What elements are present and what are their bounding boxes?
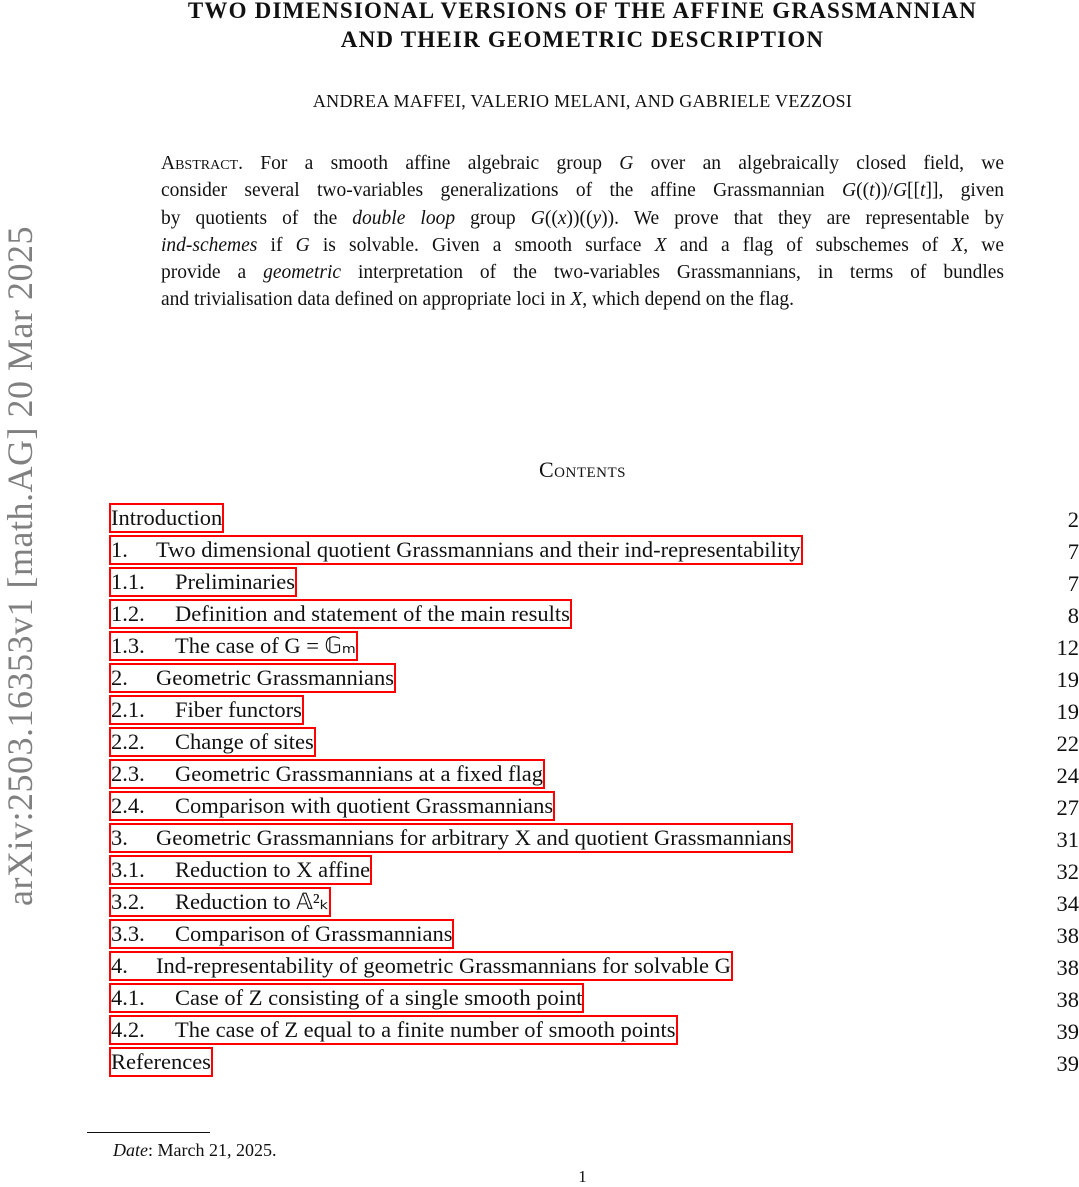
abstract-emphasis: X — [570, 289, 582, 310]
toc-link[interactable] — [109, 887, 331, 917]
toc-number: 1.3. — [111, 633, 175, 659]
toc-number: 2. — [111, 665, 156, 691]
toc-link[interactable] — [109, 695, 304, 725]
toc-link[interactable] — [109, 727, 316, 757]
abstract-emphasis: t — [869, 180, 874, 201]
toc-link[interactable] — [109, 919, 454, 949]
toc-entry — [109, 791, 1079, 823]
abstract-text: if — [257, 235, 295, 256]
abstract-text: ]], given — [925, 180, 1004, 201]
toc-link[interactable] — [109, 1015, 678, 1045]
toc-entry — [109, 951, 1079, 983]
toc-entry — [109, 1015, 1079, 1047]
footnote-date — [113, 1140, 276, 1161]
toc-link[interactable] — [109, 567, 297, 597]
abstract-text: )). We prove that they are representable by — [601, 208, 1004, 229]
toc-entry — [109, 983, 1079, 1015]
toc-entry — [109, 503, 1079, 535]
abstract-line — [161, 232, 1004, 259]
abstract-emphasis: t — [920, 180, 925, 201]
abstract-emphasis: geometric — [263, 262, 341, 283]
abstract-text: interpretation of the two-variables Grassmannians, in terms of bundles — [341, 262, 1004, 283]
toc-entry — [109, 919, 1079, 951]
toc-entry — [109, 727, 1079, 759]
toc-link[interactable] — [109, 663, 396, 693]
abstract-emphasis: G — [296, 235, 310, 256]
toc-title: Comparison of Grassmannians — [175, 921, 452, 946]
date-label: Date — [113, 1140, 148, 1160]
toc-number: 2.4. — [111, 793, 175, 819]
toc-title: The case of Z equal to a finite number of smooth points — [175, 1017, 676, 1042]
abstract-text: and trivialisation data defined on appropriate loci in — [161, 289, 570, 310]
toc-number: 3.1. — [111, 857, 175, 883]
toc-page-number: 12 — [1057, 633, 1079, 663]
toc-title: Introduction — [111, 505, 222, 530]
toc-page-number: 8 — [1068, 601, 1079, 631]
date-value: : March 21, 2025. — [148, 1140, 276, 1160]
toc-entry — [109, 855, 1079, 887]
toc-title: Preliminaries — [175, 569, 295, 594]
toc-title: Geometric Grassmannians at a fixed flag — [175, 761, 543, 786]
abstract-line — [161, 286, 1004, 313]
toc-number: 3.3. — [111, 921, 175, 947]
toc-number: 3. — [111, 825, 156, 851]
toc-page-number: 38 — [1057, 953, 1079, 983]
abstract-emphasis: G — [531, 208, 545, 229]
toc-title: Reduction to 𝔸²ₖ — [175, 889, 329, 914]
toc-title: Case of Z consisting of a single smooth point — [175, 985, 582, 1010]
toc-number: 4. — [111, 953, 156, 979]
abstract-line — [161, 177, 1004, 204]
abstract-label: Abstract. — [161, 153, 243, 174]
abstract-text: is solvable. Given a smooth surface — [310, 235, 655, 256]
abstract-text: group — [455, 208, 531, 229]
toc-link[interactable] — [109, 503, 224, 533]
abstract — [161, 150, 1004, 314]
toc-page-number: 19 — [1057, 665, 1079, 695]
abstract-text: [[ — [907, 180, 920, 201]
authors: ANDREA MAFFEI, VALERIO MELANI, AND GABRIELE VEZZOSI — [0, 91, 1079, 112]
toc-title: The case of G = 𝔾ₘ — [175, 633, 356, 658]
toc-title: Geometric Grassmannians for arbitrary X and quotient Grassmannians — [156, 825, 791, 850]
paper-title — [0, 0, 1079, 54]
toc-number: 4.2. — [111, 1017, 175, 1043]
toc-entry — [109, 1047, 1079, 1079]
abstract-text: For a smooth affine algebraic group — [243, 153, 619, 174]
toc-page-number: 32 — [1057, 857, 1079, 887]
toc-link[interactable] — [109, 983, 584, 1013]
title-line-2: AND THEIR GEOMETRIC DESCRIPTION — [0, 25, 1079, 54]
toc-page-number: 27 — [1057, 793, 1079, 823]
toc-link[interactable] — [109, 855, 372, 885]
toc-entry — [109, 823, 1079, 855]
footnote-rule — [87, 1132, 210, 1133]
toc-number: 2.3. — [111, 761, 175, 787]
abstract-text: by quotients of the — [161, 208, 352, 229]
abstract-text: ))(( — [566, 208, 592, 229]
toc-number: 2.2. — [111, 729, 175, 755]
toc-title: Two dimensional quotient Grassmannians and their ind-representability — [156, 537, 801, 562]
toc-number: 1.1. — [111, 569, 175, 595]
abstract-emphasis: x — [558, 208, 567, 229]
toc-link[interactable] — [109, 823, 793, 853]
abstract-line — [161, 205, 1004, 232]
abstract-emphasis: X — [655, 235, 667, 256]
toc-page-number: 24 — [1057, 761, 1079, 791]
abstract-text: (( — [545, 208, 558, 229]
arxiv-stamp: arXiv:2503.16353v1 [math.AG] 20 Mar 2025 — [0, 166, 41, 966]
table-of-contents — [109, 503, 1079, 1079]
abstract-emphasis: X — [951, 235, 963, 256]
toc-title: Change of sites — [175, 729, 314, 754]
toc-number: 1.2. — [111, 601, 175, 627]
toc-link[interactable] — [109, 535, 803, 565]
abstract-emphasis: ind-schemes — [161, 235, 257, 256]
abstract-emphasis: G — [893, 180, 907, 201]
toc-entry — [109, 631, 1079, 663]
toc-link[interactable] — [109, 631, 358, 661]
toc-page-number: 31 — [1057, 825, 1079, 855]
page-number: 1 — [0, 1167, 1079, 1187]
abstract-text: and a flag of subschemes of — [667, 235, 952, 256]
abstract-emphasis: y — [592, 208, 601, 229]
toc-title: Geometric Grassmannians — [156, 665, 394, 690]
abstract-emphasis: G — [842, 180, 856, 201]
contents-heading: Contents — [0, 457, 1079, 483]
abstract-text: ))/ — [875, 180, 893, 201]
toc-entry — [109, 599, 1079, 631]
toc-entry — [109, 887, 1079, 919]
abstract-text: , which depend on the flag. — [582, 289, 794, 310]
toc-page-number: 19 — [1057, 697, 1079, 727]
toc-number: 1. — [111, 537, 156, 563]
toc-title: References — [111, 1049, 211, 1074]
abstract-emphasis: double loop — [352, 208, 455, 229]
abstract-text: consider several two-variables generalizations of the affine Grassmannian — [161, 180, 842, 201]
abstract-text: (( — [856, 180, 869, 201]
toc-page-number: 7 — [1068, 537, 1079, 567]
abstract-text: provide a — [161, 262, 263, 283]
toc-link[interactable] — [109, 599, 572, 629]
toc-entry — [109, 695, 1079, 727]
toc-title: Comparison with quotient Grassmannians — [175, 793, 553, 818]
abstract-text: , we — [963, 235, 1004, 256]
toc-link[interactable] — [109, 791, 555, 821]
toc-number: 4.1. — [111, 985, 175, 1011]
title-line-1: TWO DIMENSIONAL VERSIONS OF THE AFFINE GRASSMANNIAN — [0, 0, 1079, 25]
toc-title: Reduction to X affine — [175, 857, 370, 882]
abstract-emphasis: G — [619, 153, 633, 174]
toc-title: Definition and statement of the main results — [175, 601, 570, 626]
toc-entry — [109, 535, 1079, 567]
toc-entry — [109, 567, 1079, 599]
toc-link[interactable] — [109, 759, 545, 789]
toc-page-number: 34 — [1057, 889, 1079, 919]
toc-page-number: 7 — [1068, 569, 1079, 599]
toc-page-number: 39 — [1057, 1049, 1079, 1079]
toc-entry — [109, 759, 1079, 791]
toc-page-number: 38 — [1057, 985, 1079, 1015]
toc-page-number: 22 — [1057, 729, 1079, 759]
toc-number: 3.2. — [111, 889, 175, 915]
toc-page-number: 39 — [1057, 1017, 1079, 1047]
toc-number: 2.1. — [111, 697, 175, 723]
toc-page-number: 38 — [1057, 921, 1079, 951]
abstract-text: over an algebraically closed field, we — [633, 153, 1004, 174]
toc-link[interactable] — [109, 951, 733, 981]
abstract-line — [161, 259, 1004, 286]
toc-title: Fiber functors — [175, 697, 302, 722]
toc-page-number: 2 — [1068, 505, 1079, 535]
toc-entry — [109, 663, 1079, 695]
toc-link[interactable] — [109, 1047, 213, 1077]
abstract-line — [161, 150, 1004, 177]
toc-title: Ind-representability of geometric Grassmannians for solvable G — [156, 953, 731, 978]
